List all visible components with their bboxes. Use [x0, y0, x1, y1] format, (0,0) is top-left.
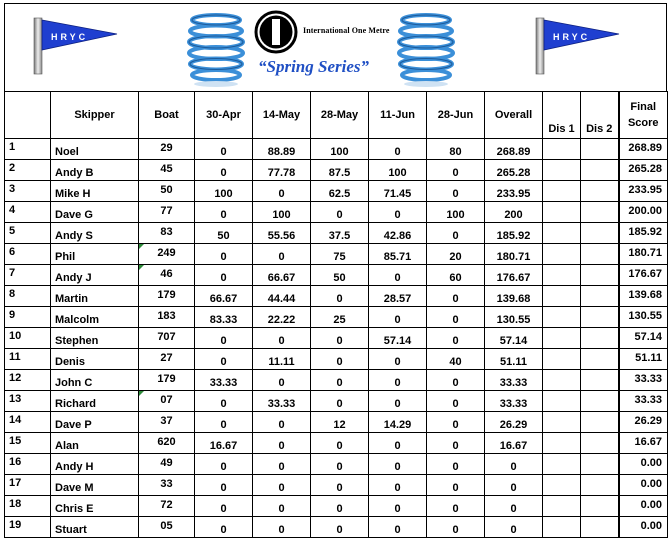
race-28-may-cell: 75: [311, 244, 369, 265]
race-30-apr-cell: 33.33: [195, 370, 253, 391]
table-row: [5, 139, 668, 160]
race-28-may-cell: 0: [311, 454, 369, 475]
table-row: [5, 307, 668, 328]
col-header-overall: Overall: [485, 92, 543, 139]
skipper-cell: Malcolm: [51, 307, 139, 328]
race-11-jun-cell: 28.57: [369, 286, 427, 307]
final-score-cell: 130.55: [619, 307, 668, 328]
discard-1-cell: [543, 328, 581, 349]
skipper-cell: Andy J: [51, 265, 139, 286]
position-cell: 18: [5, 496, 51, 517]
race-14-may-cell: 0: [253, 412, 311, 433]
race-28-may-cell: 0: [311, 349, 369, 370]
discard-1-cell: [543, 496, 581, 517]
table-row: [5, 202, 668, 223]
race-28-jun-cell: 0: [427, 370, 485, 391]
table-row: [5, 286, 668, 307]
final-score-cell: 33.33: [619, 370, 668, 391]
discard-2-cell: [581, 454, 619, 475]
skipper-cell: Phil: [51, 244, 139, 265]
col-header-30-apr: 30-Apr: [195, 92, 253, 139]
overall-cell: 33.33: [485, 391, 543, 412]
table-row: [5, 412, 668, 433]
race-28-jun-cell: 0: [427, 454, 485, 475]
position-cell: 12: [5, 370, 51, 391]
overall-cell: 200: [485, 202, 543, 223]
race-14-may-cell: 88.89: [253, 139, 311, 160]
race-11-jun-cell: 85.71: [369, 244, 427, 265]
col-header-28-jun: 28-Jun: [427, 92, 485, 139]
overall-cell: 0: [485, 496, 543, 517]
overall-cell: 57.14: [485, 328, 543, 349]
race-30-apr-cell: 0: [195, 517, 253, 538]
discard-2-cell: [581, 433, 619, 454]
final-score-cell: 33.33: [619, 391, 668, 412]
discard-2-cell: [581, 223, 619, 244]
race-14-may-cell: 0: [253, 454, 311, 475]
race-11-jun-cell: 0: [369, 139, 427, 160]
race-11-jun-cell: 0: [369, 265, 427, 286]
discard-2-cell: [581, 286, 619, 307]
final-score-line2: Score: [627, 117, 659, 129]
race-28-may-cell: 37.5: [311, 223, 369, 244]
overall-cell: 130.55: [485, 307, 543, 328]
final-score-cell: 265.28: [619, 160, 668, 181]
results-table: [4, 91, 668, 538]
skipper-cell: Denis: [51, 349, 139, 370]
overall-cell: 268.89: [485, 139, 543, 160]
race-28-may-cell: 100: [311, 139, 369, 160]
table-row: [5, 244, 668, 265]
discard-1-cell: [543, 139, 581, 160]
race-30-apr-cell: 0: [195, 328, 253, 349]
header-row: [5, 92, 668, 139]
race-28-may-cell: 25: [311, 307, 369, 328]
boat-cell: 72: [139, 496, 195, 517]
race-28-jun-cell: 0: [427, 286, 485, 307]
overall-cell: 139.68: [485, 286, 543, 307]
table-row: [5, 265, 668, 286]
overall-cell: 33.33: [485, 370, 543, 391]
discard-1-cell: [543, 349, 581, 370]
overall-cell: 185.92: [485, 223, 543, 244]
discard-1-cell: [543, 244, 581, 265]
col-header-dis1: Dis 1: [543, 92, 581, 139]
skipper-cell: Dave M: [51, 475, 139, 496]
final-score-cell: 180.71: [619, 244, 668, 265]
table-row: [5, 328, 668, 349]
position-cell: 6: [5, 244, 51, 265]
position-cell: 17: [5, 475, 51, 496]
flag-text-right: HRYC: [553, 32, 591, 42]
boat-cell: 45: [139, 160, 195, 181]
table-row: [5, 160, 668, 181]
race-28-jun-cell: 20: [427, 244, 485, 265]
discard-2-cell: [581, 475, 619, 496]
race-28-jun-cell: 0: [427, 475, 485, 496]
race-30-apr-cell: 0: [195, 454, 253, 475]
table-row: [5, 223, 668, 244]
position-cell: 5: [5, 223, 51, 244]
race-28-may-cell: 0: [311, 286, 369, 307]
skipper-cell: Andy H: [51, 454, 139, 475]
discard-2-cell: [581, 496, 619, 517]
race-28-jun-cell: 100: [427, 202, 485, 223]
race-30-apr-cell: 0: [195, 160, 253, 181]
final-score-cell: 268.89: [619, 139, 668, 160]
race-14-may-cell: 66.67: [253, 265, 311, 286]
race-28-jun-cell: 0: [427, 328, 485, 349]
col-header-28-may: 28-May: [311, 92, 369, 139]
skipper-cell: Stephen: [51, 328, 139, 349]
final-score-cell: 51.11: [619, 349, 668, 370]
race-28-jun-cell: 0: [427, 517, 485, 538]
discard-2-cell: [581, 349, 619, 370]
race-14-may-cell: 44.44: [253, 286, 311, 307]
race-28-may-cell: 50: [311, 265, 369, 286]
race-14-may-cell: 0: [253, 475, 311, 496]
race-30-apr-cell: 0: [195, 349, 253, 370]
race-14-may-cell: 0: [253, 244, 311, 265]
table-row: [5, 475, 668, 496]
position-cell: 15: [5, 433, 51, 454]
discard-2-cell: [581, 265, 619, 286]
boat-cell: 29: [139, 139, 195, 160]
final-score-cell: 185.92: [619, 223, 668, 244]
race-11-jun-cell: 0: [369, 391, 427, 412]
race-11-jun-cell: 57.14: [369, 328, 427, 349]
boat-cell: 33: [139, 475, 195, 496]
series-title: “Spring Series”: [258, 57, 369, 76]
discard-2-cell: [581, 139, 619, 160]
race-28-may-cell: 62.5: [311, 181, 369, 202]
skipper-cell: Dave P: [51, 412, 139, 433]
race-30-apr-cell: 0: [195, 412, 253, 433]
skipper-cell: Andy B: [51, 160, 139, 181]
boat-cell: 05: [139, 517, 195, 538]
final-score-cell: 57.14: [619, 328, 668, 349]
discard-2-cell: [581, 391, 619, 412]
race-14-may-cell: 0: [253, 433, 311, 454]
boat-cell: 83: [139, 223, 195, 244]
discard-1-cell: [543, 454, 581, 475]
boat-cell: 179: [139, 286, 195, 307]
position-cell: 4: [5, 202, 51, 223]
skipper-cell: Richard: [51, 391, 139, 412]
position-cell: 11: [5, 349, 51, 370]
race-28-may-cell: 0: [311, 391, 369, 412]
discard-1-cell: [543, 475, 581, 496]
race-28-jun-cell: 0: [427, 433, 485, 454]
race-30-apr-cell: 100: [195, 181, 253, 202]
boat-cell: 620: [139, 433, 195, 454]
discard-1-cell: [543, 391, 581, 412]
overall-cell: 180.71: [485, 244, 543, 265]
skipper-cell: Dave G: [51, 202, 139, 223]
race-28-jun-cell: 0: [427, 412, 485, 433]
race-14-may-cell: 22.22: [253, 307, 311, 328]
flag-text-left: HRYC: [51, 32, 89, 42]
race-14-may-cell: 77.78: [253, 160, 311, 181]
discard-1-cell: [543, 412, 581, 433]
results-body: [5, 139, 668, 538]
race-14-may-cell: 0: [253, 496, 311, 517]
race-28-jun-cell: 0: [427, 496, 485, 517]
hryc-pennant-flag-right: [533, 16, 623, 76]
discard-1-cell: [543, 265, 581, 286]
race-28-may-cell: 0: [311, 202, 369, 223]
position-cell: 7: [5, 265, 51, 286]
final-score-cell: 0.00: [619, 517, 668, 538]
race-30-apr-cell: 0: [195, 202, 253, 223]
overall-cell: 0: [485, 517, 543, 538]
final-score-cell: 0.00: [619, 496, 668, 517]
discard-1-cell: [543, 160, 581, 181]
skipper-cell: Chris E: [51, 496, 139, 517]
col-header-11-jun: 11-Jun: [369, 92, 427, 139]
race-28-jun-cell: 40: [427, 349, 485, 370]
race-11-jun-cell: 0: [369, 454, 427, 475]
race-30-apr-cell: 16.67: [195, 433, 253, 454]
overall-cell: 265.28: [485, 160, 543, 181]
position-cell: 14: [5, 412, 51, 433]
skipper-cell: Mike H: [51, 181, 139, 202]
overall-cell: 51.11: [485, 349, 543, 370]
race-14-may-cell: 0: [253, 517, 311, 538]
race-30-apr-cell: 0: [195, 391, 253, 412]
col-header-boat: Boat: [139, 92, 195, 139]
discard-1-cell: [543, 223, 581, 244]
race-28-may-cell: 12: [311, 412, 369, 433]
race-11-jun-cell: 71.45: [369, 181, 427, 202]
final-score-cell: 233.95: [619, 181, 668, 202]
boat-cell: 77: [139, 202, 195, 223]
final-score-cell: 16.67: [619, 433, 668, 454]
boat-cell: 50: [139, 181, 195, 202]
discard-1-cell: [543, 433, 581, 454]
discard-1-cell: [543, 181, 581, 202]
race-14-may-cell: 100: [253, 202, 311, 223]
race-28-may-cell: 0: [311, 517, 369, 538]
race-11-jun-cell: 0: [369, 370, 427, 391]
race-30-apr-cell: 0: [195, 265, 253, 286]
position-cell: 10: [5, 328, 51, 349]
overall-cell: 16.67: [485, 433, 543, 454]
discard-2-cell: [581, 412, 619, 433]
position-cell: 1: [5, 139, 51, 160]
skipper-cell: John C: [51, 370, 139, 391]
race-28-jun-cell: 0: [427, 160, 485, 181]
race-11-jun-cell: 0: [369, 433, 427, 454]
race-28-may-cell: 0: [311, 433, 369, 454]
final-score-cell: 176.67: [619, 265, 668, 286]
discard-2-cell: [581, 517, 619, 538]
discard-2-cell: [581, 370, 619, 391]
race-28-jun-cell: 0: [427, 307, 485, 328]
race-11-jun-cell: 0: [369, 475, 427, 496]
discard-1-cell: [543, 286, 581, 307]
skipper-cell: Stuart: [51, 517, 139, 538]
discard-1-cell: [543, 307, 581, 328]
discard-1-cell: [543, 370, 581, 391]
banner-header: [4, 3, 667, 91]
position-cell: 2: [5, 160, 51, 181]
final-score-cell: 0.00: [619, 454, 668, 475]
race-30-apr-cell: 0: [195, 496, 253, 517]
discard-2-cell: [581, 244, 619, 265]
race-28-jun-cell: 80: [427, 139, 485, 160]
race-30-apr-cell: 50: [195, 223, 253, 244]
final-score-cell: 200.00: [619, 202, 668, 223]
race-11-jun-cell: 0: [369, 307, 427, 328]
position-cell: 8: [5, 286, 51, 307]
overall-cell: 0: [485, 475, 543, 496]
race-28-may-cell: 0: [311, 370, 369, 391]
position-cell: 19: [5, 517, 51, 538]
boat-cell: 249: [139, 244, 195, 265]
final-score-cell: 0.00: [619, 475, 668, 496]
race-30-apr-cell: 66.67: [195, 286, 253, 307]
discard-1-cell: [543, 202, 581, 223]
table-row: [5, 349, 668, 370]
final-score-line1: Final: [630, 101, 657, 113]
overall-cell: 0: [485, 454, 543, 475]
discard-2-cell: [581, 202, 619, 223]
final-score-cell: 139.68: [619, 286, 668, 307]
boat-cell: 37: [139, 412, 195, 433]
race-11-jun-cell: 0: [369, 496, 427, 517]
col-header-dis2: Dis 2: [581, 92, 619, 139]
col-header-14-may: 14-May: [253, 92, 311, 139]
race-11-jun-cell: 0: [369, 202, 427, 223]
discard-2-cell: [581, 328, 619, 349]
io-class-text: International One Metre: [303, 26, 390, 35]
table-row: [5, 454, 668, 475]
spring-coil-icon-left: [186, 12, 246, 88]
col-header-position: [5, 92, 51, 139]
race-28-may-cell: 0: [311, 328, 369, 349]
table-row: [5, 391, 668, 412]
position-cell: 16: [5, 454, 51, 475]
race-28-jun-cell: 60: [427, 265, 485, 286]
position-cell: 3: [5, 181, 51, 202]
race-30-apr-cell: 0: [195, 475, 253, 496]
skipper-cell: Andy S: [51, 223, 139, 244]
discard-2-cell: [581, 160, 619, 181]
race-14-may-cell: 0: [253, 181, 311, 202]
table-row: [5, 433, 668, 454]
boat-cell: 07: [139, 391, 195, 412]
discard-2-cell: [581, 307, 619, 328]
race-28-jun-cell: 0: [427, 223, 485, 244]
table-row: [5, 181, 668, 202]
race-28-jun-cell: 0: [427, 181, 485, 202]
race-28-jun-cell: 0: [427, 391, 485, 412]
table-row: [5, 496, 668, 517]
race-28-may-cell: 0: [311, 475, 369, 496]
race-14-may-cell: 0: [253, 370, 311, 391]
table-row: [5, 517, 668, 538]
race-28-may-cell: 0: [311, 496, 369, 517]
hryc-pennant-flag-left: [31, 16, 121, 76]
race-30-apr-cell: 83.33: [195, 307, 253, 328]
position-cell: 13: [5, 391, 51, 412]
boat-cell: 183: [139, 307, 195, 328]
race-11-jun-cell: 42.86: [369, 223, 427, 244]
position-cell: 9: [5, 307, 51, 328]
col-header-skipper: Skipper: [51, 92, 139, 139]
boat-cell: 179: [139, 370, 195, 391]
table-row: [5, 370, 668, 391]
skipper-cell: Noel: [51, 139, 139, 160]
race-14-may-cell: 0: [253, 328, 311, 349]
final-score-cell: 26.29: [619, 412, 668, 433]
col-header-final-score: [619, 92, 668, 139]
race-11-jun-cell: 14.29: [369, 412, 427, 433]
boat-cell: 49: [139, 454, 195, 475]
boat-cell: 27: [139, 349, 195, 370]
race-11-jun-cell: 0: [369, 349, 427, 370]
race-14-may-cell: 55.56: [253, 223, 311, 244]
race-30-apr-cell: 0: [195, 139, 253, 160]
overall-cell: 176.67: [485, 265, 543, 286]
spring-coil-icon-right: [396, 12, 456, 88]
international-one-metre-logo: [254, 10, 298, 54]
skipper-cell: Martin: [51, 286, 139, 307]
boat-cell: 707: [139, 328, 195, 349]
race-11-jun-cell: 100: [369, 160, 427, 181]
race-30-apr-cell: 0: [195, 244, 253, 265]
race-28-may-cell: 87.5: [311, 160, 369, 181]
race-14-may-cell: 11.11: [253, 349, 311, 370]
race-11-jun-cell: 0: [369, 517, 427, 538]
overall-cell: 233.95: [485, 181, 543, 202]
overall-cell: 26.29: [485, 412, 543, 433]
boat-cell: 46: [139, 265, 195, 286]
race-14-may-cell: 33.33: [253, 391, 311, 412]
discard-2-cell: [581, 181, 619, 202]
discard-1-cell: [543, 517, 581, 538]
skipper-cell: Alan: [51, 433, 139, 454]
